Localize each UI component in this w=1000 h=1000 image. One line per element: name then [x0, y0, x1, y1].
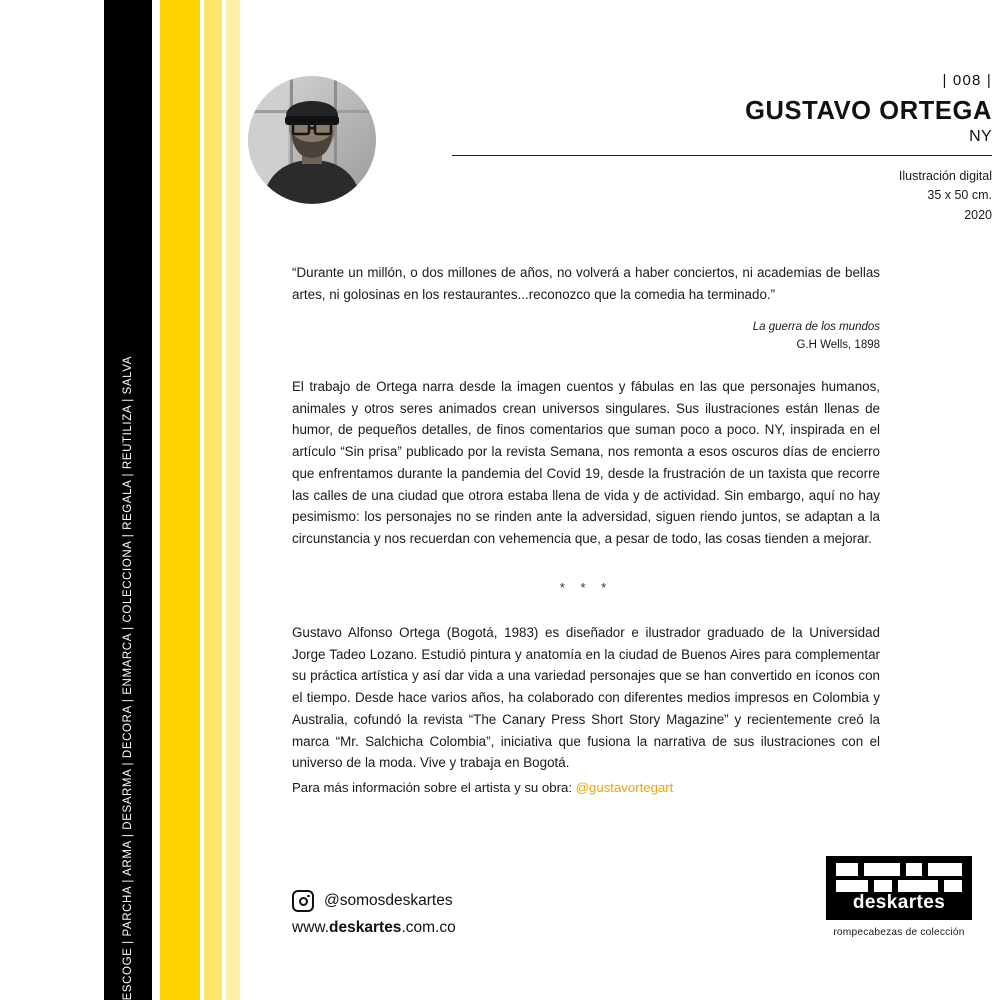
- sidebar-vertical-text-label: ESCOGE | PARCHA | ARMA | DESARMA | DECORA | ENMARCA | COLECCIONA | REGALA | REUTILIZA | SALVA: [122, 355, 134, 1000]
- quote-source: [292, 319, 880, 354]
- logo-tile: [836, 863, 858, 876]
- header: [240, 62, 1000, 242]
- portrait-image: [248, 76, 376, 204]
- artwork-specs: [452, 167, 992, 225]
- contact-prefix: Para más información sobre el artista y su obra:: [292, 780, 576, 795]
- brand-name: deskartes: [852, 892, 946, 913]
- logo-tile: [874, 880, 892, 892]
- website-link[interactable]: [292, 919, 456, 937]
- brand-block: [806, 856, 992, 938]
- logo-tile: [944, 880, 962, 892]
- spec-dimensions: 35 x 50 cm.: [927, 188, 992, 203]
- quote-source-work: La guerra de los mundos: [752, 321, 880, 334]
- content-column: [240, 0, 1000, 1000]
- brand-tagline: rompecabezas de colección: [833, 927, 965, 938]
- sidebar-band-yellow-strong: [160, 0, 200, 1000]
- contact-line: [292, 780, 880, 795]
- sidebar-band-yellow-pale: [226, 0, 240, 1000]
- deskartes-logo: [826, 856, 972, 920]
- logo-tile: [836, 880, 868, 892]
- body-paragraph-2: Gustavo Alfonso Ortega (Bogotá, 1983) es diseñador e ilustrador graduado de la Universidad Jorge Tadeo Lozano. Estudió pintura y anatomía en la ciudad de Buenos Aires para complementar su práctica artística y así dar vida a una variedad personajes que se han convertido en íconos con el tiempo. Desde hace varios años, ha colaborado con diferentes medios impresos en Colombia y Australia, cofundó la revista “The Canary Press Short Story Magazine” y recientemente creó la marca “Mr. Salchicha Colombia”, iniciativa que fusiona la narrativa de sus ilustraciones con el universo de la moda. Vive y trabaja en Bogotá.: [292, 625, 880, 771]
- spec-technique: Ilustración digital: [898, 169, 992, 184]
- quote-block: [292, 262, 880, 354]
- bio-block: [292, 622, 880, 774]
- quote-text: “Durante un millón, o dos millones de años, no volverá a haber conciertos, ni academias de bellas artes, ni golosinas en los restaurantes...reconozco que la comedia ha terminado.”: [292, 265, 880, 302]
- logo-tile: [928, 863, 962, 876]
- instagram-row[interactable]: [292, 890, 456, 912]
- sidebar-band-yellow-soft: [204, 0, 222, 1000]
- artist-instagram-link[interactable]: @gustavortegart: [575, 780, 674, 795]
- avatar: [248, 76, 376, 204]
- instagram-icon: [292, 890, 314, 912]
- artist-name: GUSTAVO ORTEGA: [745, 97, 992, 125]
- website-suffix: .com.co: [401, 919, 456, 936]
- sidebar-band-black: [104, 0, 152, 1000]
- header-details: [452, 72, 992, 225]
- instagram-handle[interactable]: @somosdeskartes: [324, 892, 453, 909]
- logo-tile: [864, 863, 900, 876]
- header-divider: [452, 155, 992, 156]
- issue-number: | 008 |: [942, 72, 992, 89]
- spec-year: 2020: [964, 207, 992, 222]
- website-prefix: www.: [292, 919, 330, 936]
- footer-social: [292, 890, 456, 937]
- website-bold: deskartes: [329, 919, 402, 936]
- body-block: [292, 376, 880, 625]
- section-divider: * * *: [559, 579, 613, 595]
- quote-source-author: G.H Wells, 1898: [796, 338, 880, 351]
- logo-tile: [906, 863, 922, 876]
- body-paragraph-1: El trabajo de Ortega narra desde la imagen cuentos y fábulas en las que personajes humanos, animales y otros seres animados crean universos singulares. Sus ilustraciones están llenas de humor, de pequeños detalles, de finos comentarios que suman poco a poco. NY, inspirada en el artículo “Sin prisa” publicado por la revista Semana, nos remonta a esos oscuros días de encierro que enfrentamos durante la pandemia del Covid 19, desde la frustración de un taxista que recorre las calles de una ciudad que otrora estaba llena de vida y de actividad. Sin embargo, aquí no hay pesimismo: los personajes no se rinden ante la adversidad, siguen riendo juntos, se adaptan a la circunstancia y nos recuerdan con vehemencia que, a pesar de todo, las cosas tienden a mejorar.: [292, 379, 880, 546]
- artwork-title: NY: [969, 128, 992, 146]
- logo-tile: [898, 880, 938, 892]
